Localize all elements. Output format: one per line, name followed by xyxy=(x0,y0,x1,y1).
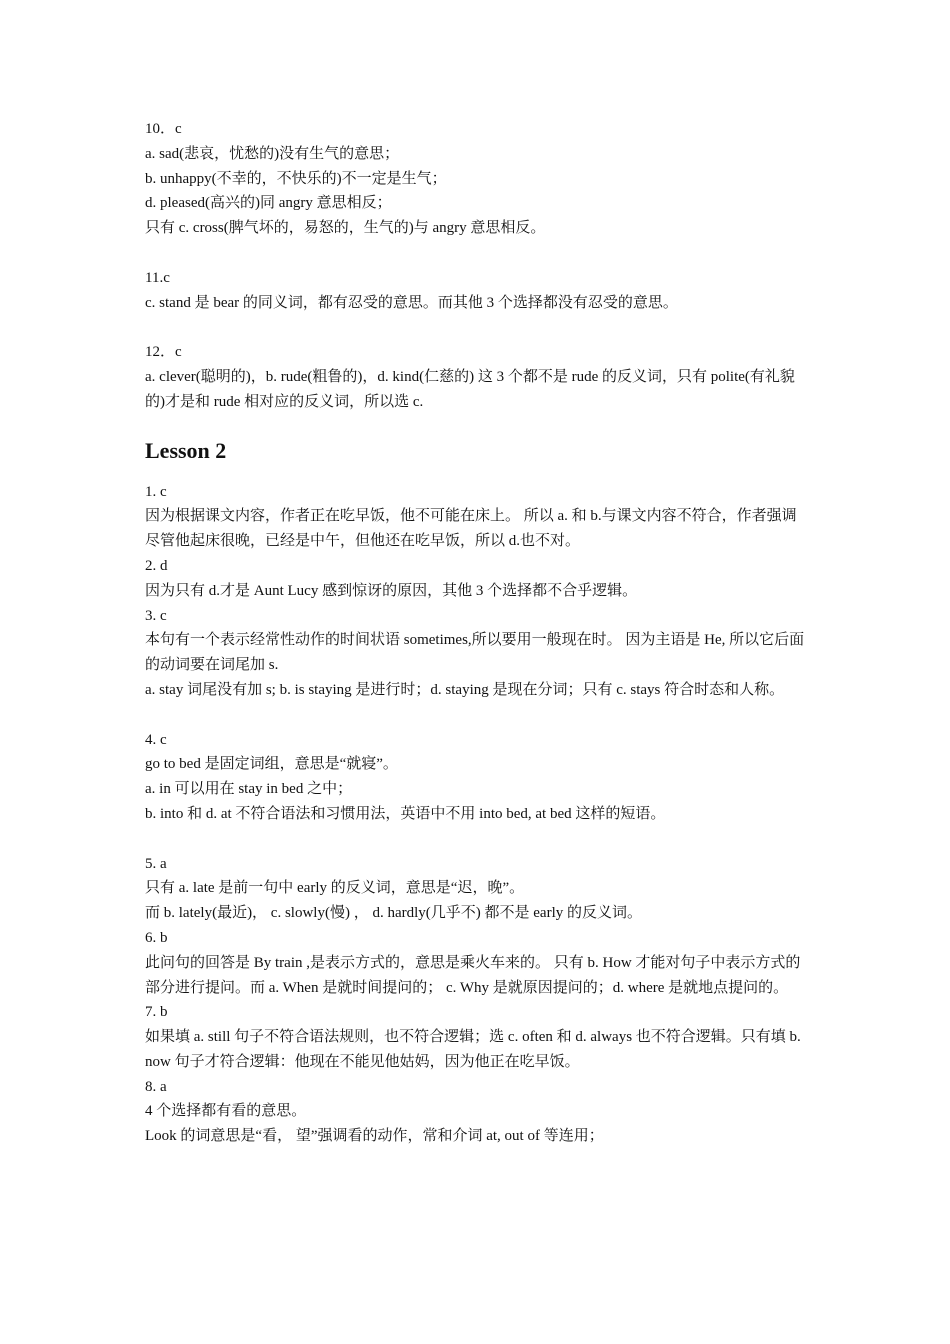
answer-key: 8. a xyxy=(145,1078,167,1095)
explanation-line: 只有 a. late 是前一句中 early 的反义词，意思是“迟，晚”。 xyxy=(145,880,525,897)
explanation-line: a. in 可以用在 stay in bed 之中； xyxy=(145,781,353,798)
answer-key: 4. c xyxy=(145,731,167,748)
explanation-line: 因为根据课文内容，作者正在吃早饭，他不可能在床上。 所以 a. 和 b.与课文内容不符合，作者强调尽管他起床很晚，已经是中午，但他还在吃早饭，所以 d.也不对。 xyxy=(145,508,797,550)
answer-key: 6. b xyxy=(145,929,168,946)
spacer xyxy=(145,415,810,436)
answer-key: 12．c xyxy=(145,344,182,361)
document-page xyxy=(145,117,810,1149)
explanation-line: 如果填 a. still 句子不符合语法规则，也不符合逻辑；选 c. often 和 d. always 也不符合逻辑。只有填 b. now 句子才符合逻辑：他现在不能见他姑妈，因为他正在吃早饭。 xyxy=(145,1029,801,1070)
answer-key: 11.c xyxy=(145,269,170,286)
explanation-line: Look 的词意思是“看， 望”强调看的动作，常和介词 at, out of 等连用； xyxy=(145,1128,604,1145)
answer-key: 1. c xyxy=(145,483,167,500)
explanation-line: d. pleased(高兴的)同 angry 意思相反； xyxy=(145,195,392,212)
spacer xyxy=(145,466,810,480)
explanation-line: 只有 c. cross(脾气坏的，易怒的，生气的)与 angry 意思相反。 xyxy=(145,220,546,237)
blank-line xyxy=(145,703,810,728)
explanation-line: a. clever(聪明的)，b. rude(粗鲁的)，d. kind(仁慈的) 这 3 个都不是 rude 的反义词，只有 polite(有礼貌的)才是和 rude 相对应的反义词，所以选 c. xyxy=(145,368,795,410)
explanation-line: c. stand 是 bear 的同义词，都有忍受的意思。而其他 3 个选择都没有忍受的意思。 xyxy=(145,294,678,311)
lesson-heading: Lesson 2 xyxy=(145,437,227,463)
explanation-line: 而 b. lately(最近)， c. slowly(慢) ， d. hardly(几乎不) 都不是 early 的反义词。 xyxy=(145,905,643,922)
answer-key: 2. d xyxy=(145,557,168,574)
blank-line xyxy=(145,827,810,852)
lesson2-answers xyxy=(145,480,810,1150)
lesson1-answers-continued xyxy=(145,117,810,415)
explanation-line: 4 个选择都有看的意思。 xyxy=(145,1103,307,1120)
answer-key: 7. b xyxy=(145,1004,168,1021)
explanation-line: a. sad(悲哀，忧愁的)没有生气的意思； xyxy=(145,145,400,162)
explanation-line: go to bed 是固定词组，意思是“就寝”。 xyxy=(145,756,398,773)
explanation-line: 因为只有 d.才是 Aunt Lucy 感到惊讶的原因，其他 3 个选择都不合乎逻辑。 xyxy=(145,582,638,599)
answer-key: 3. c xyxy=(145,607,167,624)
explanation-line: a. stay 词尾没有加 s; b. is staying 是进行时；d. staying 是现在分词；只有 c. stays 符合时态和人称。 xyxy=(145,681,785,698)
explanation-line: 本句有一个表示经常性动作的时间状语 sometimes,所以要用一般现在时。 因为主语是 He, 所以它后面的动词要在词尾加 s. xyxy=(145,632,805,674)
explanation-line: b. unhappy(不幸的，不快乐的)不一定是生气； xyxy=(145,170,447,187)
blank-line xyxy=(145,241,810,266)
answer-key: 10．c xyxy=(145,121,182,137)
explanation-line: b. into 和 d. at 不符合语法和习惯用法，英语中不用 into bed, at bed 这样的短语。 xyxy=(145,805,666,822)
explanation-line: 此问句的回答是 By train ,是表示方式的，意思是乘火车来的。 只有 b. How 才能对句子中表示方式的部分进行提问。而 a. When 是就时间提问的； c. Why 是就原因提问的；d. where 是就地点提问的。 xyxy=(145,954,801,996)
answer-key: 5. a xyxy=(145,855,167,872)
blank-line xyxy=(145,315,810,340)
